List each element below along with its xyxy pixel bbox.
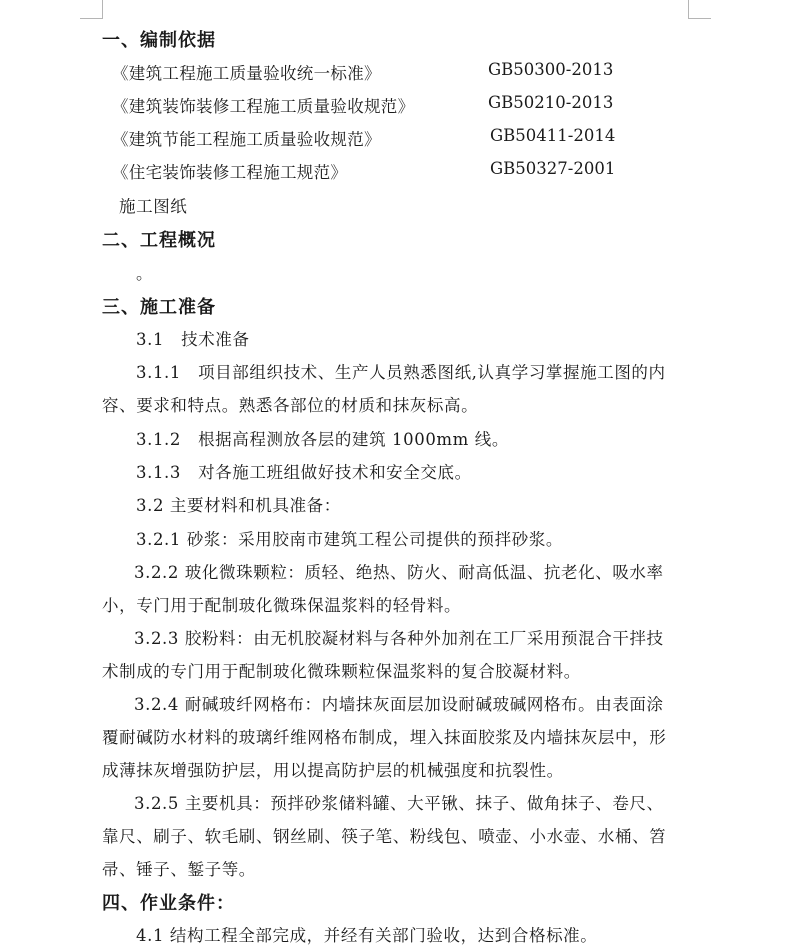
paragraph-line: 术制成的专门用于配制玻化微珠颗粒保温浆料的复合胶凝材料。 xyxy=(102,662,581,681)
paragraph-line: 靠尺、刷子、软毛刷、钢丝刷、筷子笔、粉线包、喷壶、小水壶、水桶、笤 xyxy=(102,827,667,846)
basis-item-code: GB50411-2014 xyxy=(490,126,616,145)
paragraph-line: 3.2.5 主要机具：预拌砂浆储料罐、大平锹、抹子、做角抹子、卷尺、 xyxy=(134,794,664,813)
paragraph-line: 3.2.2 玻化微珠颗粒：质轻、绝热、防火、耐高低温、抗老化、吸水率 xyxy=(134,563,664,582)
section-heading-preparation: 三、施工准备 xyxy=(102,297,216,318)
paragraph-line: 3.2.4 耐碱玻纤网格布：内墙抹灰面层加设耐碱玻碱网格布。由表面涂 xyxy=(134,695,664,714)
paragraph-line: 3.2.3 胶粉料：由无机胶凝材料与各种外加剂在工厂采用预混合干拌技 xyxy=(134,629,664,648)
paragraph-line: 3.1.3 对各施工班组做好技术和安全交底。 xyxy=(136,463,472,482)
paragraph-line: 容、要求和特点。熟悉各部位的材质和抹灰标高。 xyxy=(102,396,479,415)
section-heading-conditions: 四、作业条件： xyxy=(102,893,235,914)
paragraph-line: 3.1.1 项目部组织技术、生产人员熟悉图纸,认真学习掌握施工图的内 xyxy=(136,363,666,382)
basis-drawings: 施工图纸 xyxy=(119,197,188,216)
paragraph-line: 3.1.2 根据高程测放各层的建筑 1000mm 线。 xyxy=(136,430,509,449)
paragraph-line: 3.1 技术准备 xyxy=(136,330,250,349)
paragraph-line: 4.1 结构工程全部完成，并经有关部门验收，达到合格标准。 xyxy=(136,926,598,945)
margin-corner-mark xyxy=(688,0,711,19)
basis-item-code: GB50210-2013 xyxy=(488,93,614,112)
paragraph-line: 3.2 主要材料和机具准备： xyxy=(136,496,341,515)
paragraph-line: 3.2.1 砂浆：采用胶南市建筑工程公司提供的预拌砂浆。 xyxy=(136,530,564,549)
paragraph-line: 成薄抹灰增强防护层，用以提高防护层的机械强度和抗裂性。 xyxy=(102,761,564,780)
basis-item-title: 《建筑节能工程施工质量验收规范》 xyxy=(112,130,381,149)
paragraph-line: 小，专门用于配制玻化微珠保温浆料的轻骨料。 xyxy=(102,596,462,615)
section-heading-basis: 一、编制依据 xyxy=(102,30,216,51)
paragraph-line: 帚、锤子、錾子等。 xyxy=(102,860,256,879)
margin-corner-mark xyxy=(80,0,103,19)
basis-item-title: 《建筑装饰装修工程施工质量验收规范》 xyxy=(112,97,415,116)
section-heading-overview: 二、工程概况 xyxy=(102,230,216,251)
overview-text: 。 xyxy=(136,264,154,283)
paragraph-line: 覆耐碱防水材料的玻璃纤维网格布制成，埋入抹面胶浆及内墙抹灰层中，形 xyxy=(102,728,667,747)
basis-item-code: GB50300-2013 xyxy=(488,60,614,79)
basis-item-title: 《住宅装饰装修工程施工规范》 xyxy=(112,163,348,182)
basis-item-title: 《建筑工程施工质量验收统一标准》 xyxy=(112,64,381,83)
basis-item-code: GB50327-2001 xyxy=(490,159,616,178)
